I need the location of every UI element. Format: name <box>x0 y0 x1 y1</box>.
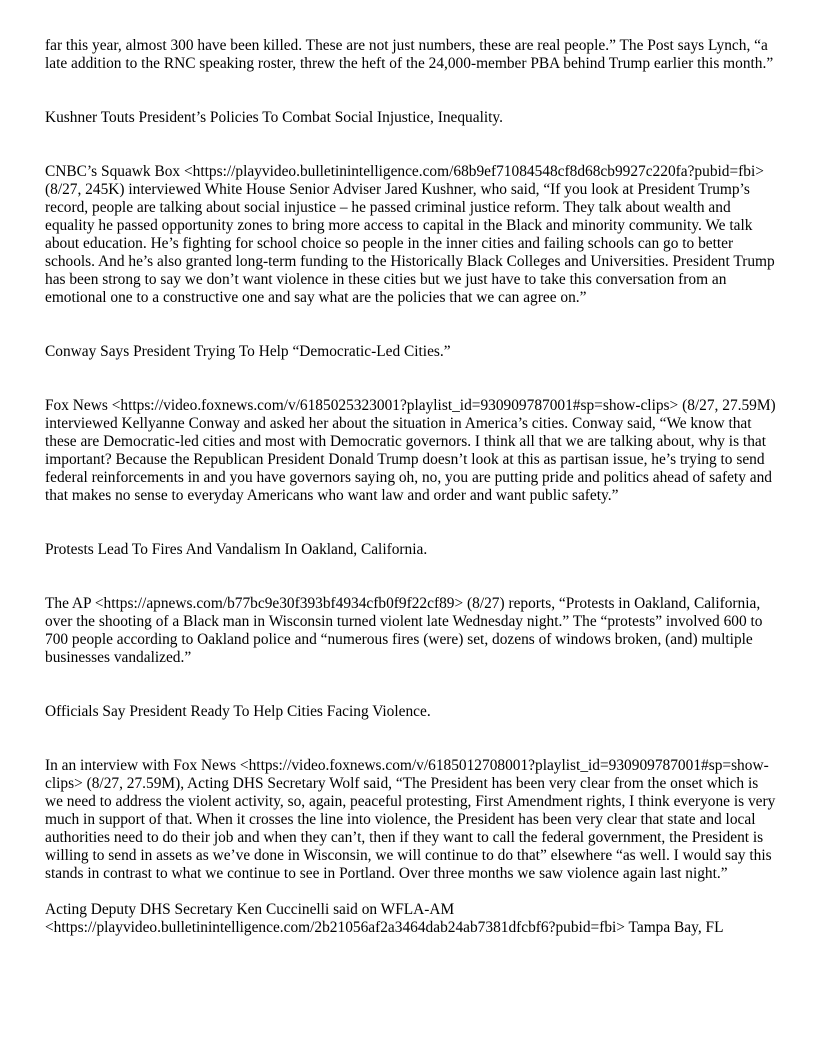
spacer <box>45 361 780 397</box>
spacer <box>45 667 780 703</box>
spacer <box>45 721 780 757</box>
article-headline: Protests Lead To Fires And Vandalism In Oakland, California. <box>45 541 428 558</box>
spacer <box>45 505 780 541</box>
article-paragraph: Fox News <https://video.foxnews.com/v/6185025323001?playlist_id=930909787001#sp=show-clips> (8/27, 27.59M) interviewed Kellyanne Conway and asked her about the situation in America’s cities. Conway said, “We know that these are Democratic-led cities and most with Democratic governors. I think all that we are talking about, why is that important? Because the Republican President Donald Trump doesn’t look at this as partisan issue, he’s trying to send federal reinforcements in and you have governors saying oh, no, you are putting pride and politics ahead of safety and that makes no sense to everyday Americans who want law and order and want public safety.” <box>45 397 776 504</box>
spacer <box>45 127 780 163</box>
spacer <box>45 559 780 595</box>
article-paragraph: Acting Deputy DHS Secretary Ken Cuccinelli said on WFLA-AM <https://playvideo.bulletinintelligence.com/2b21056af2a3464dab24ab7381dfcbf6?pubid=fbi> Tampa Bay, FL <box>45 901 724 936</box>
spacer <box>45 307 780 343</box>
article-paragraph: far this year, almost 300 have been killed. These are not just numbers, these are real people.” The Post says Lynch, “a late addition to the RNC speaking roster, threw the heft of the 24,000-member PBA behind Trump earlier this month.” <box>45 37 774 72</box>
spacer <box>45 73 780 109</box>
article-headline: Kushner Touts President’s Policies To Combat Social Injustice, Inequality. <box>45 109 503 126</box>
article-headline: Conway Says President Trying To Help “Democratic-Led Cities.” <box>45 343 451 360</box>
article-paragraph: The AP <https://apnews.com/b77bc9e30f393bf4934cfb0f9f22cf89> (8/27) reports, “Protests in Oakland, California, over the shooting of a Black man in Wisconsin turned violent late Wednesday night.” The “protests” involved 600 to 700 people according to Oakland police and “numerous fires (were) set, dozens of windows broken, (and) multiple businesses vandalized.” <box>45 595 763 666</box>
article-paragraph: In an interview with Fox News <https://video.foxnews.com/v/6185012708001?playlist_id=930909787001#sp=show-clips> (8/27, 27.59M), Acting DHS Secretary Wolf said, “The President has been very clear from the onset which is we need to address the violent activity, so, again, peaceful protesting, First Amendment rights, I think everyone is very much in support of that. When it crosses the line into violence, the President has been very clear that state and local authorities need to do their job and when they can’t, then if they want to call the federal government, the President is willing to send in assets as we’ve done in Wisconsin, we will continue to do that” elsewhere “as well. I would say this stands in contrast to what we continue to see in Portland. Over three months we saw violence again last night.” <box>45 757 776 882</box>
article-headline: Officials Say President Ready To Help Cities Facing Violence. <box>45 703 431 720</box>
document-page <box>45 37 780 937</box>
article-paragraph: CNBC’s Squawk Box <https://playvideo.bulletinintelligence.com/68b9ef71084548cf8d68cb9927c220fa?pubid=fbi> (8/27, 245K) interviewed White House Senior Adviser Jared Kushner, who said, “If you look at President Trump’s record, people are talking about social injustice – he passed criminal justice reform. They talk about wealth and equality he passed opportunity zones to bring more access to capital in the Black and minority community. We talk about education. He’s fighting for school choice so people in the inner cities and failing schools can go to better schools. And he’s also granted long-term funding to the Historically Black Colleges and Universities. President Trump has been strong to say we don’t want violence in these cities but we just have to take this conversation from an emotional one to a constructive one and say what are the policies that we can agree on.” <box>45 163 775 306</box>
spacer <box>45 883 780 901</box>
